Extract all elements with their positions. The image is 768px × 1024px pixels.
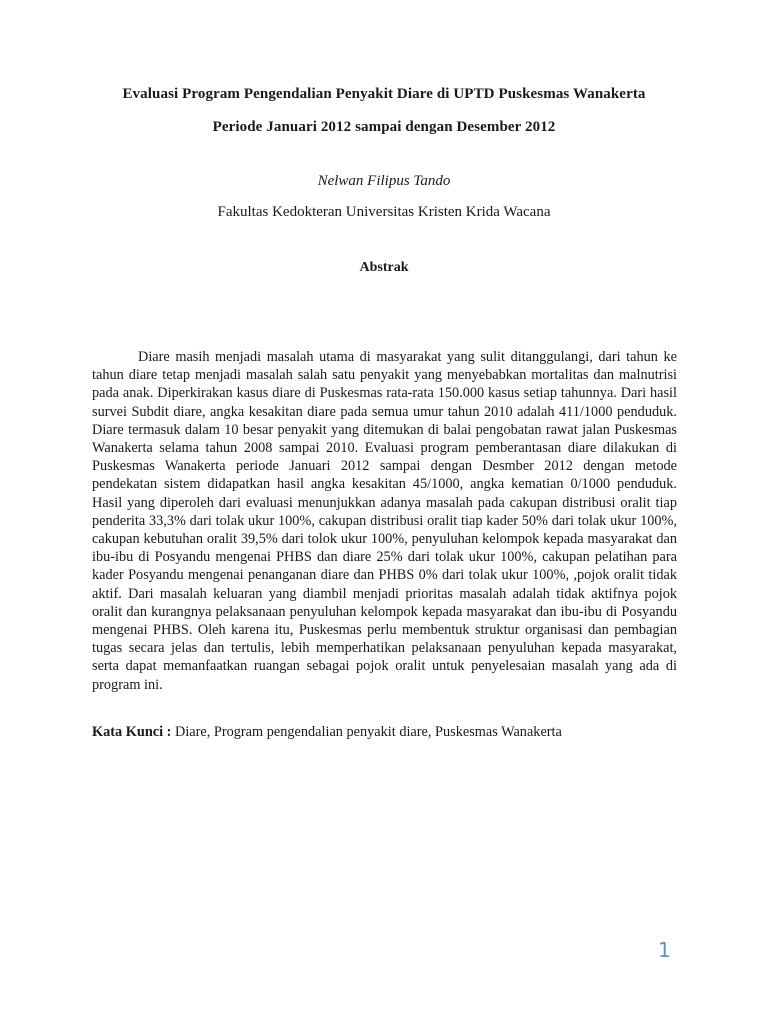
paper-title-line-1: Evaluasi Program Pengendalian Penyakit Diare di UPTD Puskesmas Wanakerta xyxy=(122,86,646,102)
author-name: Nelwan Filipus Tando xyxy=(317,173,451,189)
abstract-heading: Abstrak xyxy=(359,260,409,275)
author-affiliation: Fakultas Kedokteran Universitas Kristen Krida Wacana xyxy=(217,204,551,220)
keywords-label: Kata Kunci : xyxy=(92,724,172,740)
keywords xyxy=(92,723,677,741)
abstract-paragraph xyxy=(92,348,677,694)
keywords-text: Diare, Program pengendalian penyakit diare, Puskesmas Wanakerta xyxy=(171,724,562,740)
paper-title-line-2: Periode Januari 2012 sampai dengan Desember 2012 xyxy=(212,119,556,135)
abstract-text: Diare masih menjadi masalah utama di masyarakat yang sulit ditanggulangi, dari tahun ke tahun diare tetap menjadi masalah salah satu penyakit yang menyebabkan mortalitas dan malnutrisi pada anak. Diperkirakan kasus diare di Puskesmas rata-rata 150.000 kasus setiap tahunnya. Dari hasil survei Subdit diare, angka kesakitan diare pada semua umur tahun 2010 adalah 411/1000 penduduk. Diare termasuk dalam 10 besar penyakit yang ditemukan di balai pengobatan rawat jalan Puskesmas Wanakerta selama tahun 2008 sampai 2010. Evaluasi program pemberantasan diare dilakukan di Puskesmas Wanakerta periode Januari 2012 sampai dengan Desmber 2012 dengan metode pendekatan sistem didapatkan hasil angka kesakitan 45/1000, angka kematian 0/1000 penduduk. Hasil yang diperoleh dari evaluasi menunjukkan adanya masalah pada cakupan distribusi oralit tiap penderita 33,3% dari tolak ukur 100%, cakupan distribusi oralit tiap kader 50% dari tolak ukur 100%, cakupan kebutuhan oralit 39,5% dari tolok ukur 100%, penyuluhan kelompok kepada masyarakat dan ibu-ibu di Posyandu mengenai PHBS dan diare 25% dari tolak ukur 100%, cakupan pelatihan para kader Posyandu mengenai penanganan diare dan PHBS 0% dari tolak ukur 100%, ,pojok oralit tidak aktif. Dari masalah keluaran yang diambil menjadi prioritas masalah adalah tidak aktifnya pojok oralit dan kurangnya pelaksanaan penyuluhan kelompok kepada masyarakat dan ibu-ibu di Posyandu mengenai PHBS. Oleh karena itu, Puskesmas perlu membentuk struktur organisasi dan pembagian tugas secara jelas dan tertulis, lebih memperhatikan pelaksanaan penyuluhan kepada masyarakat, serta dapat memanfaatkan ruangan sebagai pojok oralit untuk penyelesaian masalah yang ada di program ini. xyxy=(92,349,677,693)
page-number: 1 xyxy=(658,938,671,962)
